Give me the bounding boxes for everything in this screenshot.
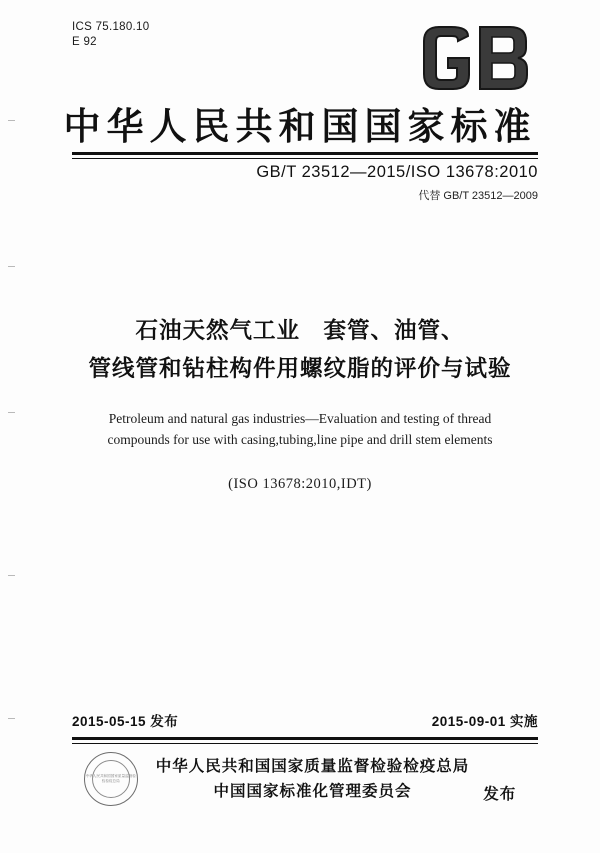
ics-block [72,20,149,50]
page-title: 中华人民共和国国家标准 [63,106,537,147]
margin-tick [8,718,15,719]
issuer-block [0,752,600,806]
classification-code: E 92 [72,36,97,48]
implementation-date: 2015-09-01 实施 [431,714,538,729]
standard-number-block [256,163,538,203]
issuer-line-2: 中国国家标准化管理委员会 [213,783,412,800]
official-seal-icon [84,752,138,806]
margin-tick [8,412,15,413]
ics-code: ICS 75.180.10 [72,21,150,33]
gb-logo-icon [418,24,538,94]
margin-tick [8,266,15,267]
issue-date: 2015-05-15 发布 [72,714,179,729]
footer-rule-thick [72,737,538,740]
standard-number: GB/T 23512—2015/ISO 13678:2010 [256,163,538,181]
document-title-en-line2: compounds for use with casing,tubing,line pipe and drill stem elements [107,432,493,447]
header-rule-thin [72,158,538,159]
document-title-cn-line1: 石油天然气工业 套管、油管、 [135,318,465,343]
issuer-line-1: 中华人民共和国国家质量监督检验检疫总局 [155,758,470,775]
document-title-en-line1: Petroleum and natural gas industries—Evaluation and testing of thread [108,411,492,426]
standard-replaces: 代替 GB/T 23512—2009 [418,190,538,202]
document-title-cn [40,312,560,388]
footer-rule-thin [72,743,538,744]
header-rule-thick [72,152,538,155]
issuer-names [156,754,470,804]
date-row [72,710,538,730]
document-title-cn-line2: 管线管和钻柱构件用螺纹脂的评价与试验 [88,356,512,381]
seal-text: 中华人民共和国国家质量监督检验检疫总局 [85,774,136,783]
publish-label: 发布 [483,786,517,803]
iso-adoption-note: (ISO 13678:2010,IDT) [228,476,372,492]
margin-tick [8,575,15,576]
document-title-en [52,408,548,450]
